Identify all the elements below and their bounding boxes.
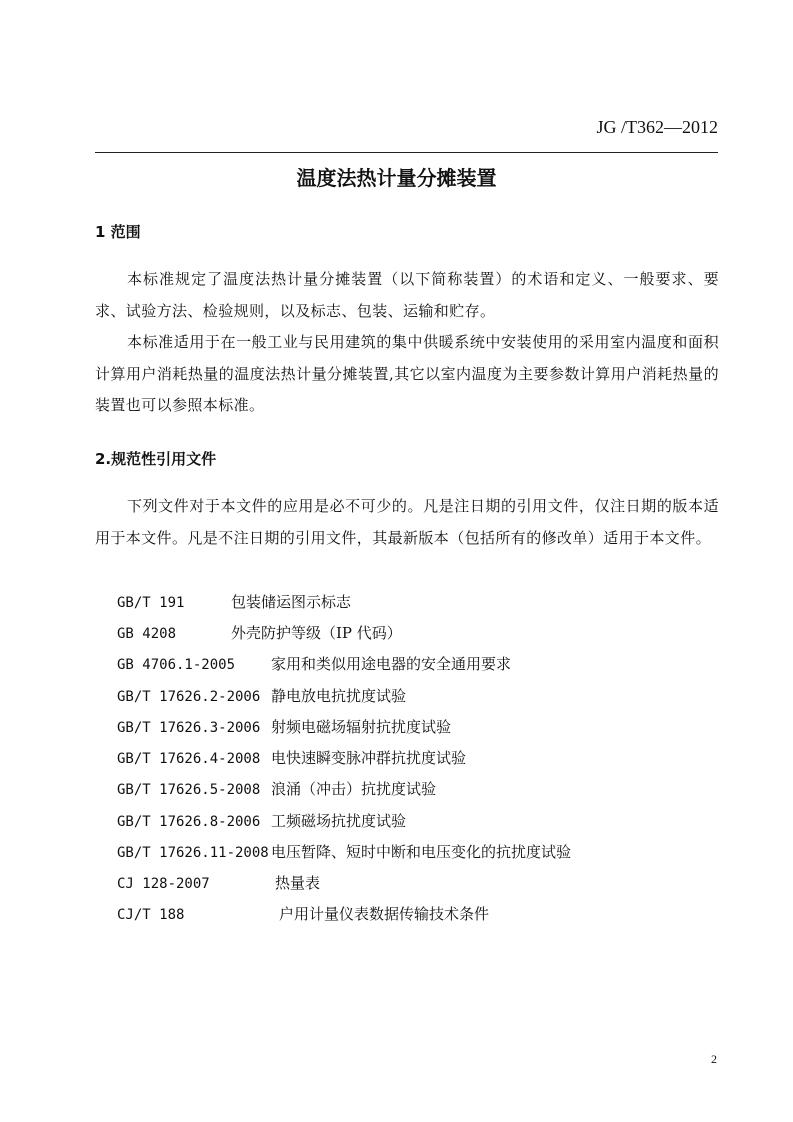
reference-item bbox=[117, 717, 452, 738]
reference-code: CJ/T 188 bbox=[117, 907, 185, 923]
document-title: 温度法热计量分摊装置 bbox=[296, 166, 497, 190]
reference-name: 电快速瞬变脉冲群抗扰度试验 bbox=[271, 749, 467, 767]
reference-code: GB 4706.1-2005 bbox=[117, 657, 236, 673]
reference-name: 家用和类似用途电器的安全通用要求 bbox=[271, 655, 512, 673]
scope-paragraph-2: 本标准适用于在一般工业与民用建筑的集中供暖系统中安装使用的采用室内温度和面积计算用户消耗热量的温度法热计量分摊装置,其它以室内温度为主要参数计算用户消耗热量的装置也可以参照本标准。 bbox=[95, 333, 719, 415]
reference-item bbox=[117, 873, 321, 894]
reference-item bbox=[117, 623, 402, 644]
reference-name: 外壳防护等级（IP 代码） bbox=[231, 624, 402, 642]
reference-item bbox=[117, 904, 490, 925]
reference-code: GB/T 17626.8-2006 bbox=[117, 814, 261, 830]
reference-item bbox=[117, 779, 437, 800]
reference-item bbox=[117, 654, 512, 675]
reference-name: 工频磁场抗扰度试验 bbox=[271, 812, 407, 830]
section-heading-normative-references: 2.规范性引用文件 bbox=[95, 450, 217, 468]
reference-code: GB/T 17626.11-2008 bbox=[117, 845, 269, 861]
reference-code: GB/T 17626.2-2006 bbox=[117, 689, 261, 705]
reference-name: 射频电磁场辐射抗扰度试验 bbox=[271, 718, 452, 736]
reference-item bbox=[117, 811, 407, 832]
reference-code: GB/T 17626.5-2008 bbox=[117, 782, 261, 798]
reference-item bbox=[117, 592, 352, 613]
reference-name: 浪涌（冲击）抗扰度试验 bbox=[271, 780, 437, 798]
reference-name: 电压暂降、短时中断和电压变化的抗扰度试验 bbox=[271, 843, 572, 861]
reference-code: CJ 128-2007 bbox=[117, 876, 210, 892]
reference-item bbox=[117, 686, 407, 707]
header-rule bbox=[95, 152, 718, 153]
reference-name: 静电放电抗扰度试验 bbox=[271, 687, 407, 705]
reference-item bbox=[117, 842, 572, 863]
reference-code: GB/T 17626.4-2008 bbox=[117, 751, 261, 767]
reference-name: 包装储运图示标志 bbox=[231, 593, 352, 611]
reference-name: 热量表 bbox=[275, 874, 321, 892]
reference-code: GB/T 17626.3-2006 bbox=[117, 720, 261, 736]
reference-name: 户用计量仪表数据传输技术条件 bbox=[279, 905, 490, 923]
scope-paragraph-1: 本标准规定了温度法热计量分摊装置（以下简称装置）的术语和定义、一般要求、要求、试验方法、检验规则，以及标志、包装、运输和贮存。 bbox=[95, 270, 719, 320]
standard-code: JG /T362—2012 bbox=[596, 117, 718, 137]
section-heading-scope: 1 范围 bbox=[95, 223, 141, 241]
reference-item bbox=[117, 748, 467, 769]
reference-code: GB/T 191 bbox=[117, 595, 185, 611]
reference-code: GB 4208 bbox=[117, 626, 177, 642]
page-number: 2 bbox=[711, 1052, 717, 1066]
references-paragraph: 下列文件对于本文件的应用是必不可少的。凡是注日期的引用文件，仅注日期的版本适用于本文件。凡是不注日期的引用文件，其最新版本（包括所有的修改单）适用于本文件。 bbox=[95, 497, 719, 547]
